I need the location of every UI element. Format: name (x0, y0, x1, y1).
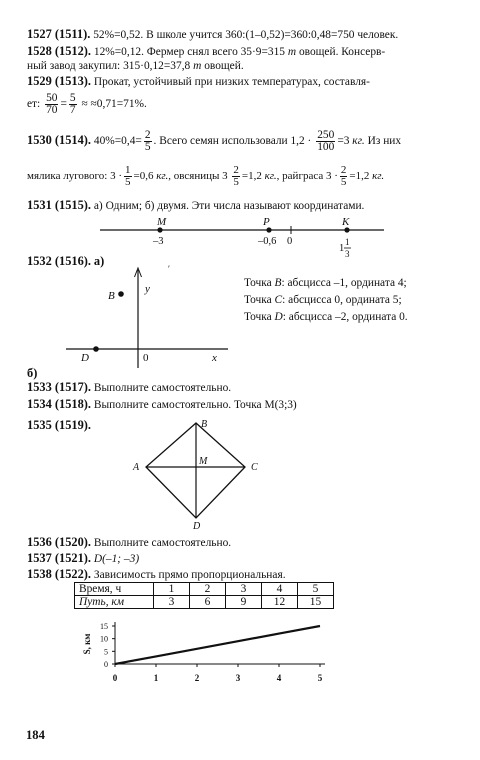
y-tick-label: 5 (104, 647, 108, 657)
problem-1529-line2 (27, 92, 458, 116)
numerator: 2 (233, 163, 239, 176)
problem-number: 1531 (1515). (27, 198, 92, 212)
vertex-b-label: B (201, 419, 208, 430)
problem-text: Зависимость прямо пропорциональная. (93, 569, 286, 581)
problem-text: Из них (367, 135, 402, 147)
denominator: 7 (69, 103, 76, 116)
desc-text: : абсцисса –1, ордината 4; (281, 277, 407, 289)
problem-text: =3 (337, 135, 350, 147)
problem-number: 1535 (1519). (27, 418, 92, 432)
problem-number: 1536 (1520). (27, 535, 92, 549)
denominator: 70 (46, 103, 58, 116)
point-b-label: B (108, 290, 115, 302)
problem-text: 40%=0,4= (93, 135, 142, 147)
y-tick-label: 0 (104, 660, 108, 669)
problem-number: 1527 (1511). (27, 27, 91, 41)
problem-text: 52%=0,52. В школе учится 360:(1–0,52)=360:0,48=750 человек. (93, 29, 399, 41)
denominator: 5 (125, 175, 131, 188)
word-tochka: Точка (244, 277, 272, 289)
subpart-label: а) (93, 254, 105, 268)
numerator: 1 (125, 163, 131, 176)
numerator: 2 (144, 128, 151, 141)
series-line (115, 626, 320, 664)
table-cell: 5 (298, 583, 334, 596)
x-tick-label: 2 (194, 673, 200, 683)
problem-text: Выполните самостоятельно. (93, 382, 232, 394)
table-cell: 3 (154, 596, 190, 609)
x-tick-label: 4 (276, 673, 282, 683)
point-name: C (274, 294, 283, 306)
problem-1529-line1 (27, 74, 458, 89)
problem-text: =1,2 (349, 170, 370, 182)
table-row (75, 583, 334, 596)
problem-1536 (27, 535, 458, 550)
denominator: 5 (233, 175, 239, 188)
equals: = (60, 98, 67, 110)
vertex-c-label: C (251, 462, 258, 473)
x-axis-label: x (212, 352, 217, 364)
table-cell: 3 (226, 583, 262, 596)
problem-number: 1533 (1517). (27, 380, 92, 394)
problem-text: . Всего семян использовали 1,2 · (153, 135, 312, 147)
problem-number: 1528 (1512). (27, 44, 92, 58)
table-row (75, 596, 334, 609)
unit-text: кг. (372, 170, 385, 182)
point-k-frac-den: 3 (345, 249, 350, 259)
problem-number: 1532 (1516). (27, 254, 92, 268)
desc-text: : абсцисса 0, ордината 5; (282, 294, 402, 306)
fraction (316, 130, 335, 153)
problem-1533 (27, 380, 458, 395)
x-tick-label: 1 (153, 673, 159, 683)
unit-text: кг. (352, 135, 365, 147)
problem-number: 1538 (1522). (27, 567, 92, 581)
denominator: 5 (340, 175, 347, 188)
problem-number: 1530 (1514). (27, 133, 92, 147)
point-descriptions (244, 275, 458, 326)
fraction (69, 93, 77, 116)
vertex-a-label: A (133, 462, 140, 473)
problem-text: , райграса 3 · (276, 170, 338, 182)
point-k-coord: 1 (339, 243, 345, 254)
problem-text: Прокат, устойчивый при низких температурах, составля- (93, 76, 370, 88)
problem-number: 1529 (1513). (27, 74, 92, 88)
problem-1527 (27, 27, 458, 42)
word-tochka: Точка (244, 294, 272, 306)
point-p-dot (266, 227, 271, 232)
distance-time-chart (0, 612, 480, 702)
problem-text: =0,6 (133, 170, 154, 182)
point-p-coord: –0,6 (258, 236, 277, 247)
numerator: 5 (69, 91, 76, 104)
point-m-dot (157, 227, 162, 232)
problem-text: D(–1; –3) (93, 553, 140, 565)
x-tick-label: 3 (235, 673, 241, 683)
problem-text: ет: (27, 98, 41, 110)
point-p-letter: P (263, 216, 270, 228)
fraction (144, 130, 152, 153)
table-cell: 1 (154, 583, 190, 596)
problem-text: овощей. Консерв- (298, 46, 386, 58)
zero-label: 0 (287, 236, 293, 247)
numerator: 2 (340, 163, 347, 176)
problem-1534 (27, 397, 458, 412)
desc-point-c (244, 292, 458, 309)
numerator: 50 (46, 91, 58, 104)
point-m-letter: M (157, 216, 167, 228)
unit-text: кг. (156, 170, 169, 182)
problem-number: 1534 (1518). (27, 397, 92, 411)
point-b-dot (118, 291, 124, 297)
rhombus-diagram (0, 415, 480, 535)
table-cell: 6 (190, 596, 226, 609)
table-cell: 9 (226, 596, 262, 609)
problem-text: =1,2 (241, 170, 262, 182)
problem-text: ≈ ≈0,71=71%. (81, 98, 147, 110)
problem-text: мялика лугового: 3 · (27, 170, 123, 182)
desc-text: : абсцисса –2, ордината 0. (282, 311, 408, 323)
desc-point-b (244, 275, 458, 292)
problem-text: а) Одним; б) двумя. Эти числа называют координатами. (93, 200, 365, 212)
word-tochka: Точка (244, 311, 272, 323)
problem-1532-b (27, 366, 458, 381)
numerator: 250 (317, 128, 335, 141)
y-axis-label: y (145, 283, 150, 295)
origin-label: 0 (143, 352, 149, 364)
page-number: 184 (26, 728, 45, 742)
point-m-coord: –3 (153, 236, 164, 247)
problem-1530-line1 (27, 128, 458, 153)
subpart-label: б) (27, 366, 38, 380)
problem-text: Выполните самостоятельно. Точка M(3;3) (93, 399, 297, 411)
y-tick-label: 10 (100, 634, 108, 644)
denominator: 100 (317, 140, 335, 153)
point-name: B (274, 277, 282, 289)
problem-1538 (27, 567, 458, 582)
problem-text: , овсяницы 3 (168, 170, 228, 182)
problem-1528-line1 (27, 44, 458, 59)
x-tick-label: 5 (317, 673, 323, 683)
problem-1537 (27, 551, 458, 566)
table-cell: 4 (262, 583, 298, 596)
fraction (232, 165, 240, 188)
point-k-letter: K (342, 216, 350, 228)
row-header-distance: Путь, км (75, 596, 154, 609)
problem-1530-line2 (27, 164, 458, 188)
point-k-dot (344, 227, 349, 232)
stray-mark: ′ (168, 264, 170, 274)
table-cell: 2 (190, 583, 226, 596)
vertex-d-label: D (193, 521, 201, 532)
fraction (124, 165, 132, 188)
x-tick-label: 0 (112, 673, 118, 683)
time-distance-table (74, 582, 334, 609)
chart-y-label: S, км (82, 633, 92, 655)
unit-text: т (287, 46, 297, 58)
problem-1531 (27, 198, 458, 213)
y-tick-label: 15 (100, 622, 108, 631)
denominator: 5 (144, 140, 151, 153)
problem-text: Выполните самостоятельно. (93, 537, 232, 549)
row-header-time: Время, ч (75, 583, 154, 596)
table-cell: 12 (262, 596, 298, 609)
center-m-label: M (199, 456, 208, 467)
point-name: D (274, 311, 283, 323)
point-d-label: D (81, 352, 89, 364)
desc-point-d (244, 309, 458, 326)
table-cell: 15 (298, 596, 334, 609)
point-d-dot (93, 346, 99, 352)
unit-text: т (193, 60, 202, 72)
problem-1528-line2 (27, 59, 458, 73)
problem-text: ный завод закупил: 315·0,12=37,8 (27, 60, 191, 72)
problem-text: 12%=0,12. Фермер снял всего 35·9=315 (93, 46, 285, 58)
fraction (45, 93, 58, 116)
problem-text: овощей. (204, 60, 244, 72)
problem-number: 1537 (1521). (27, 551, 92, 565)
fraction (340, 165, 348, 188)
unit-text: кг. (264, 170, 277, 182)
point-k-frac-num: 1 (345, 237, 350, 247)
